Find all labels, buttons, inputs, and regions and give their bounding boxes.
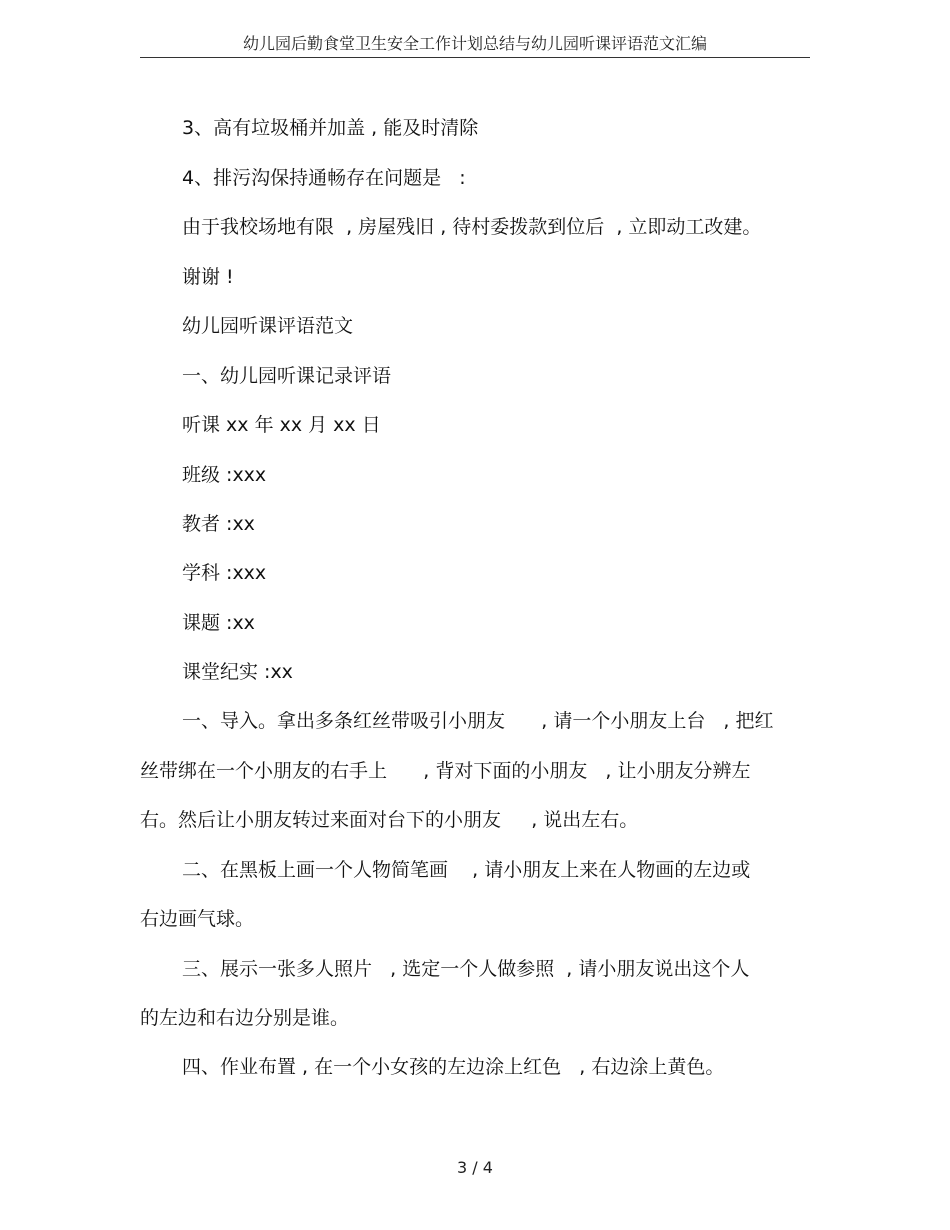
text-line: 4、排污沟保持通畅存在问题是 : bbox=[182, 167, 466, 189]
section-heading: 一、幼儿园听课记录评语 bbox=[182, 365, 392, 387]
paragraph-line: 丝带绑在一个小朋友的右手上 , 背对下面的小朋友 , 让小朋友分辨左 bbox=[140, 760, 751, 782]
text-line: 教者 :xx bbox=[182, 513, 255, 535]
section-title: 幼儿园听课评语范文 bbox=[182, 315, 354, 337]
text-line: 学科 :xxx bbox=[182, 562, 267, 584]
page-number: 3 / 4 bbox=[457, 1158, 493, 1177]
text-line: 班级 :xxx bbox=[182, 464, 267, 486]
paragraph-line: 右边画气球。 bbox=[140, 908, 255, 930]
document-title: 幼儿园后勤食堂卫生安全工作计划总结与幼儿园听课评语范文汇编 bbox=[242, 34, 707, 53]
text-line: 课堂纪实 :xx bbox=[182, 661, 293, 683]
text-line: 听课 xx 年 xx 月 xx 日 bbox=[182, 414, 381, 436]
paragraph-line: 二、在黑板上画一个人物简笔画 , 请小朋友上来在人物画的左边或 bbox=[182, 859, 751, 881]
text-line: 由于我校场地有限 , 房屋残旧 , 待村委拨款到位后 , 立即动工改建。 bbox=[182, 216, 762, 238]
paragraph-line: 三、展示一张多人照片 , 选定一个人做参照 , 请小朋友说出这个人 bbox=[182, 958, 750, 980]
text-line: 谢谢 ! bbox=[182, 266, 234, 288]
paragraph-line: 一、导入。拿出多条红丝带吸引小朋友 , 请一个小朋友上台 , 把红 bbox=[182, 710, 774, 732]
paragraph-line: 的左边和右边分别是谁。 bbox=[140, 1007, 350, 1029]
paragraph-line: 四、作业布置 , 在一个小女孩的左边涂上红色 , 右边涂上黄色。 bbox=[182, 1056, 725, 1078]
header-divider bbox=[140, 57, 810, 58]
paragraph-line: 右。然后让小朋友转过来面对台下的小朋友 , 说出左右。 bbox=[140, 809, 639, 831]
text-line: 课题 :xx bbox=[182, 612, 255, 634]
text-line: 3、高有垃圾桶并加盖 , 能及时清除 bbox=[182, 117, 479, 139]
